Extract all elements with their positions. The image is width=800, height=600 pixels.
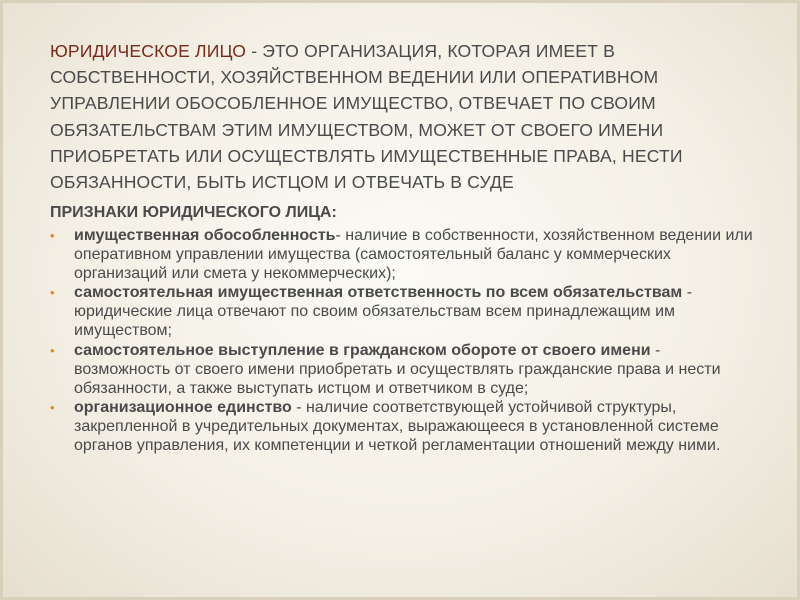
features-title: ПРИЗНАКИ ЮРИДИЧЕСКОГО ЛИЦА: (50, 204, 337, 221)
feature-term: самостоятельное выступление в гражданском обороте от своего имени (74, 341, 651, 359)
bullet-icon: • (50, 342, 55, 358)
list-item (50, 341, 755, 398)
feature-term: организационное единство (74, 398, 292, 416)
feature-text: - юридические лица отвечают по своим обязательствам всем принадлежащим им имуществом; (74, 284, 693, 340)
definition-text: - ЭТО ОРГАНИЗАЦИЯ, КОТОРАЯ ИМЕЕТ В СОБСТВЕННОСТИ, ХОЗЯЙСТВЕННОМ ВЕДЕНИИ ИЛИ ОПЕРАТИВНОМ УПРАВЛЕНИИ ОБОСОБЛЕННОЕ ИМУЩЕСТВО, ОТВЕЧАЕТ ПО СВОИМ ОБЯЗАТЕЛЬСТВАМ ЭТИМ ИМУЩЕСТВОМ, МОЖЕТ ОТ СВОЕГО ИМЕНИ ПРИОБРЕТАТЬ ИЛИ ОСУЩЕСТВЛЯТЬ ИМУЩЕСТВЕННЫЕ ПРАВА, НЕСТИ ОБЯЗАННОСТИ, БЫТЬ ИСТЦОМ И ОТВЕЧАТЬ В СУДЕ (50, 41, 683, 193)
features-list (50, 226, 755, 455)
definition-term: ЮРИДИЧЕСКОЕ ЛИЦО (50, 41, 247, 61)
feature-text: - наличие соответствующей устойчивой структуры, закрепленной в учредительных документах, выражающееся в установленной системе органов управления, их компетенции и четкой регламентации отношений между ними. (74, 398, 721, 455)
list-item (50, 283, 755, 340)
bullet-icon: • (50, 285, 55, 301)
feature-term: имущественная обособленность (74, 227, 336, 244)
definition-paragraph (50, 38, 750, 195)
feature-text: - наличие в собственности, хозяйственном ведении или оперативном управлении имущества (самостоятельный баланс у коммерческих организаций или смета у некоммерческих); (74, 227, 753, 283)
bullet-icon: • (50, 228, 55, 243)
bullet-icon: • (50, 399, 55, 415)
features-section (50, 202, 755, 455)
list-item (50, 398, 755, 455)
feature-text: - возможность от своего имени приобретать и осуществлять гражданские права и нести обязанности, а также выступать истцом и ответчиком в суде; (74, 341, 721, 397)
list-item (50, 226, 755, 283)
feature-term: самостоятельная имущественная ответственность по всем обязательствам (74, 284, 683, 302)
